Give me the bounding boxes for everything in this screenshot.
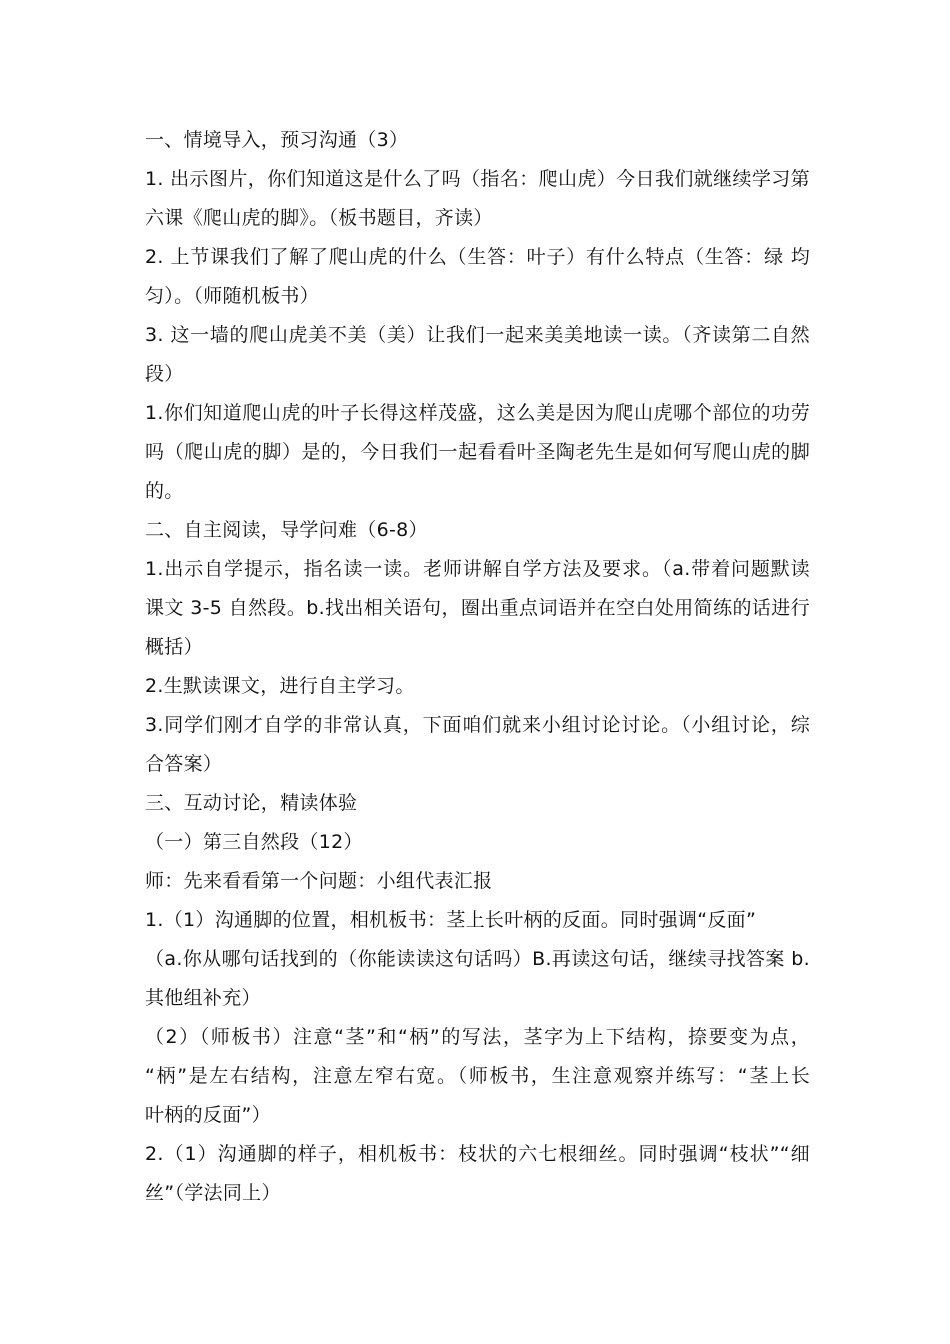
- document-line: 段）: [145, 363, 184, 385]
- document-line: 课文 3-5 自然段。b.找出相关语句，圈出重点词语并在空白处用简练的话进行: [145, 597, 810, 619]
- document-line: 一、情境导入，预习沟通（3）: [145, 129, 409, 151]
- document-line: 丝”（学法同上）: [145, 1182, 281, 1204]
- document-body: [145, 121, 810, 1213]
- document-line: 概括）: [145, 636, 203, 658]
- document-line: 1.出示自学提示，指名读一读。老师讲解自学方法及要求。（a.带着问题默读: [145, 558, 810, 580]
- document-line: 三、互动讨论，精读体验: [145, 792, 358, 814]
- document-line: 2.生默读课文，进行自主学习。: [145, 675, 415, 697]
- document-line: 2.（1）沟通脚的样子，相机板书：枝状的六七根细丝。同时强调“枝状”“细: [145, 1143, 810, 1165]
- document-line: 2. 上节课我们了解了爬山虎的什么（生答：叶子）有什么特点（生答：绿 均: [145, 246, 810, 268]
- document-line: 1.你们知道爬山虎的叶子长得这样茂盛，这么美是因为爬山虎哪个部位的功劳: [145, 402, 810, 424]
- document-line: 二、自主阅读，导学问难（6-8）: [145, 519, 428, 541]
- document-line: 吗（爬山虎的脚）是的，今日我们一起看看叶圣陶老先生是如何写爬山虎的脚: [145, 441, 810, 463]
- document-line: 的。: [145, 480, 184, 502]
- document-line: 3.同学们刚才自学的非常认真，下面咱们就来小组讨论讨论。（小组讨论，综: [145, 714, 810, 736]
- document-line: （a.你从哪句话找到的（你能读读这句话吗）B.再读这句话，继续寻找答案 b.: [145, 948, 810, 970]
- document-line: 匀）。（师随机板书）: [145, 285, 320, 307]
- document-line: 合答案）: [145, 753, 223, 775]
- document-line: （一）第三自然段（12）: [145, 831, 363, 853]
- document-line: （2）（师板书）注意“茎”和“柄”的写法，茎字为上下结构，捺要变为点，: [145, 1026, 810, 1048]
- document-line: 1. 出示图片，你们知道这是什么了吗（指名：爬山虎）今日我们就继续学习第: [145, 168, 810, 190]
- document-line: 3. 这一墙的爬山虎美不美（美）让我们一起来美美地读一读。（齐读第二自然: [145, 324, 810, 346]
- document-line: 六课《爬山虎的脚》。（板书题目，齐读）: [145, 207, 493, 229]
- document-line: 叶柄的反面”）: [145, 1104, 271, 1126]
- document-line: 其他组补充）: [145, 987, 261, 1009]
- document-line: “柄”是左右结构，注意左窄右宽。（师板书，生注意观察并练写：“茎上长: [145, 1065, 810, 1087]
- document-line: 1.（1）沟通脚的位置，相机板书：茎上长叶柄的反面。同时强调“反面”: [145, 909, 757, 931]
- document-line: 师：先来看看第一个问题：小组代表汇报: [145, 870, 493, 892]
